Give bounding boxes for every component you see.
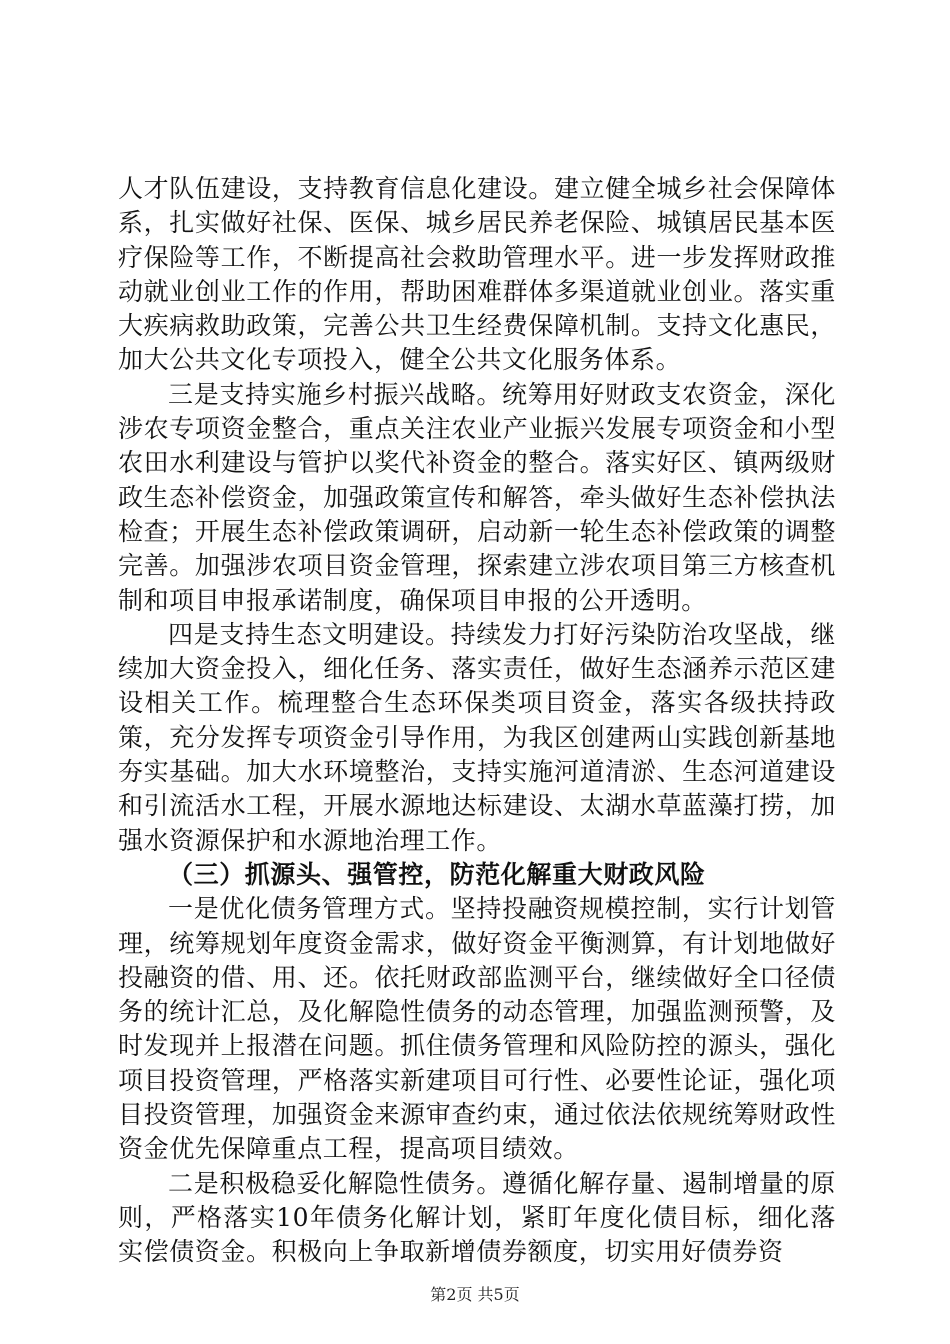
paragraph-hidden-debt: 二是积极稳妥化解隐性债务。遵循化解存量、遏制增量的原则，严格落实10年债务化解计划，紧盯年度化债目标，细化落实偿债资金。积极向上争取新增债券额度，切实用好债券资	[118, 1168, 836, 1267]
page-footer: 第2页 共5页	[430, 1285, 520, 1304]
section-heading-risk: （三）抓源头、强管控，防范化解重大财政风险	[168, 859, 706, 889]
paragraph-continuation: 人才队伍建设，支持教育信息化建设。建立健全城乡社会保障体系，扎实做好社保、医保、城乡居民养老保险、城镇居民基本医疗保险等工作，不断提高社会救助管理水平。进一步发挥财政推动就业创业工作的作用，帮助困难群体多渠道就业创业。落实重大疾病救助政策，完善公共卫生经费保障机制。支持文化惠民，加大公共文化专项投入，健全公共文化服务体系。	[118, 174, 836, 375]
paragraph-ecological-civilization: 四是支持生态文明建设。持续发力打好污染防治攻坚战，继续加大资金投入，细化任务、落实责任，做好生态涵养示范区建设相关工作。梳理整合生态环保类项目资金，落实各级扶持政策，充分发挥专项资金引导作用，为我区创建两山实践创新基地夯实基础。加大水环境整治，支持实施河道清淤、生态河道建设和引流活水工程，开展水源地达标建设、太湖水草蓝藻打捞，加强水资源保护和水源地治理工作。	[118, 619, 836, 855]
document-body	[118, 172, 836, 1270]
paragraph-rural-revitalization: 三是支持实施乡村振兴战略。统筹用好财政支农资金，深化涉农专项资金整合，重点关注农业产业振兴发展专项资金和小型农田水利建设与管护以奖代补资金的整合。落实好区、镇两级财政生态补偿资金，加强政策宣传和解答，牵头做好生态补偿执法检查；开展生态补偿政策调研，启动新一轮生态补偿政策的调整完善。加强涉农项目资金管理，探索建立涉农项目第三方核查机制和项目申报承诺制度，确保项目申报的公开透明。	[118, 379, 836, 615]
paragraph-debt-management: 一是优化债务管理方式。坚持投融资规模控制，实行计划管理，统筹规划年度资金需求，做好资金平衡测算，有计划地做好投融资的借、用、还。依托财政部监测平台，继续做好全口径债务的统计汇总，及化解隐性债务的动态管理，加强监测预警，及时发现并上报潜在问题。抓住债务管理和风险防控的源头，强化项目投资管理，严格落实新建项目可行性、必要性论证，强化项目投资管理，加强资金来源审查约束，通过依法依规统筹财政性资金优先保障重点工程，提高项目绩效。	[118, 894, 836, 1164]
